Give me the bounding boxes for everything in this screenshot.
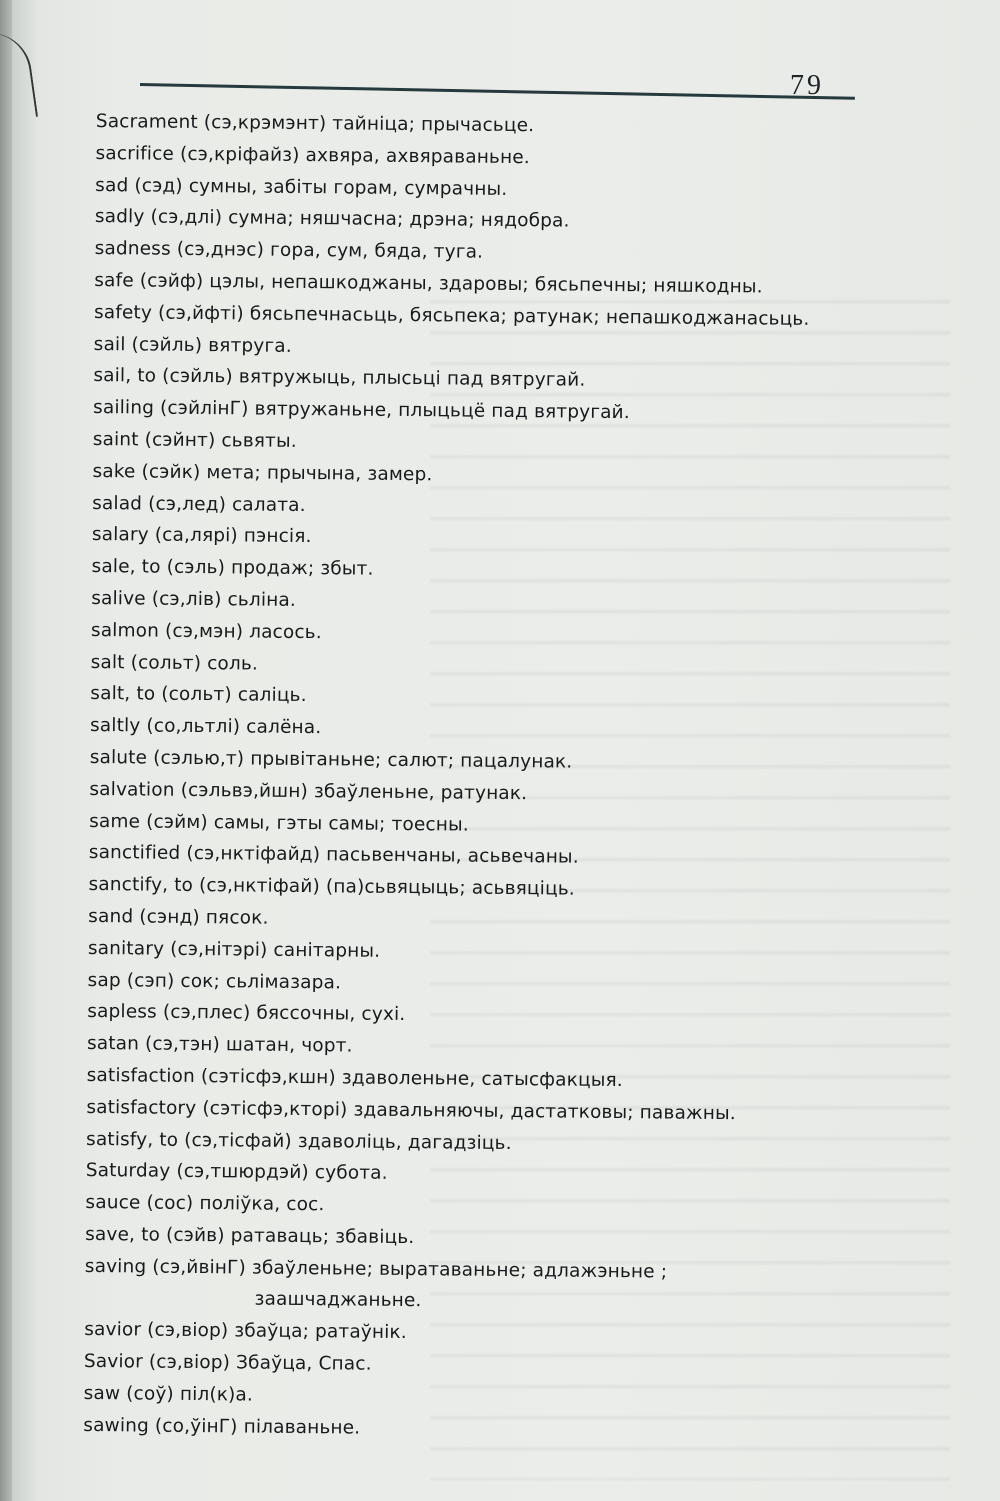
dictionary-entry: salmon (сэ,мэн) ласось. bbox=[90, 619, 322, 643]
dictionary-entry: salary (са,лярі) пэнсія. bbox=[91, 524, 312, 548]
dictionary-entry: sanctified (сэ,нктіфайд) пасьвенчаны, асьвечаны. bbox=[88, 842, 579, 868]
dictionary-entry: save, to (сэйв) ратаваць; збавіць. bbox=[85, 1223, 415, 1248]
dictionary-entry: Savior (сэ,віор) Збаўца, Спас. bbox=[83, 1351, 372, 1375]
dictionary-entry: Sacrament (сэ,крэмэнт) тайніца; прычасьце. bbox=[95, 110, 535, 137]
dictionary-entry: sanitary (сэ,нітэрі) санітарны. bbox=[87, 937, 381, 962]
dictionary-entry: satisfaction (сэтісфэ,кшн) здаволеньне, сатысфакцыя. bbox=[86, 1064, 623, 1092]
dictionary-entry: saving (сэ,йвінГ) збаўленьне; выратаваньне; адлажэньне ; bbox=[84, 1255, 668, 1283]
dictionary-entry: sanctify, to (сэ,нктіфай) (па)сьвяцыць; асьвяціць. bbox=[88, 874, 575, 900]
dictionary-entry: saw (соў) піл(к)а. bbox=[83, 1382, 254, 1406]
dictionary-entry: sake (сэйк) мета; прычына, замер. bbox=[92, 460, 433, 486]
dictionary-entry: sap (сэп) сок; сьлімазара. bbox=[87, 969, 342, 993]
dictionary-entry: safety (сэ,йфті) бясьпечнасьць, бясьпека; ратунак; непашкоджанасьць. bbox=[93, 301, 810, 330]
dictionary-entry: sad (сэд) сумны, забіты горам, сумрачны. bbox=[95, 174, 508, 200]
dictionary-entry: safe (сэйф) цэлы, непашкоджаны, здаровы; бясьпечны; няшкодны. bbox=[94, 269, 763, 298]
dictionary-entry: salvation (сэльвэ,йшн) збаўленьне, ратунак. bbox=[89, 778, 528, 804]
gutter-shadow-curve bbox=[0, 28, 38, 123]
dictionary-entry: sawing (со,ўінГ) пілаваньне. bbox=[83, 1414, 361, 1439]
dictionary-entry-list bbox=[83, 106, 976, 1450]
dictionary-entry: savior (сэ,віор) збаўца; ратаўнік. bbox=[84, 1319, 407, 1344]
dictionary-entry: salad (сэ,лед) салата. bbox=[92, 492, 306, 516]
dictionary-entry-continuation: заашчаджаньне. bbox=[254, 1289, 422, 1312]
dictionary-entry: Saturday (сэ,тшюрдэй) субота. bbox=[85, 1160, 388, 1185]
dictionary-entry: sauce (сос) поліўка, сос. bbox=[85, 1192, 325, 1216]
dictionary-entry: salt, to (сольт) саліць. bbox=[90, 683, 307, 707]
dictionary-entry: saltly (со,льтлі) салёна. bbox=[89, 715, 322, 739]
dictionary-entry: sadly (сэ,длі) сумна; няшчасна; дрэна; нядобра. bbox=[94, 206, 570, 232]
dictionary-entry: sapless (сэ,плес) бяссочны, сухі. bbox=[87, 1001, 406, 1026]
dictionary-entry: sale, to (сэль) продаж; збыт. bbox=[91, 556, 374, 580]
header-rule bbox=[140, 83, 855, 100]
dictionary-entry: salute (сэлью,т) прывітаньне; салют; пацалунак. bbox=[89, 746, 573, 773]
dictionary-entry: sacrifice (сэ,кріфайз) ахвяра, ахвяраваньне. bbox=[95, 142, 530, 168]
dictionary-entry: satisfy, to (сэ,тісфай) здаволіць, дагадзіць. bbox=[85, 1128, 512, 1154]
book-gutter bbox=[0, 0, 12, 1501]
dictionary-entry: satan (сэ,тэн) шатан, чорт. bbox=[86, 1033, 353, 1057]
dictionary-entry: salt (сольт) соль. bbox=[90, 651, 259, 675]
dictionary-entry: sand (сэнд) пясок. bbox=[88, 905, 269, 929]
dictionary-entry: sadness (сэ,днэс) гора, сум, бяда, туга. bbox=[94, 238, 484, 263]
page-number: 79 bbox=[790, 70, 824, 101]
dictionary-entry: salive (сэ,лів) сьліна. bbox=[91, 587, 297, 611]
dictionary-entry: sail, to (сэйль) вятружыць, плысьці пад вятругай. bbox=[93, 365, 586, 392]
dictionary-entry: sail (сэйль) вятруга. bbox=[93, 333, 292, 357]
dictionary-entry: saint (сэйнт) сьвяты. bbox=[92, 428, 297, 452]
dictionary-entry: satisfactory (сэтісфэ,кторі) здавальняючы, дастатковы; паважны. bbox=[86, 1096, 736, 1124]
dictionary-entry: sailing (сэйлінГ) вятружаньне, плыцьцё пад вятругай. bbox=[93, 397, 630, 424]
dictionary-entry: same (сэйм) самы, гэты самы; тоесны. bbox=[89, 810, 469, 836]
